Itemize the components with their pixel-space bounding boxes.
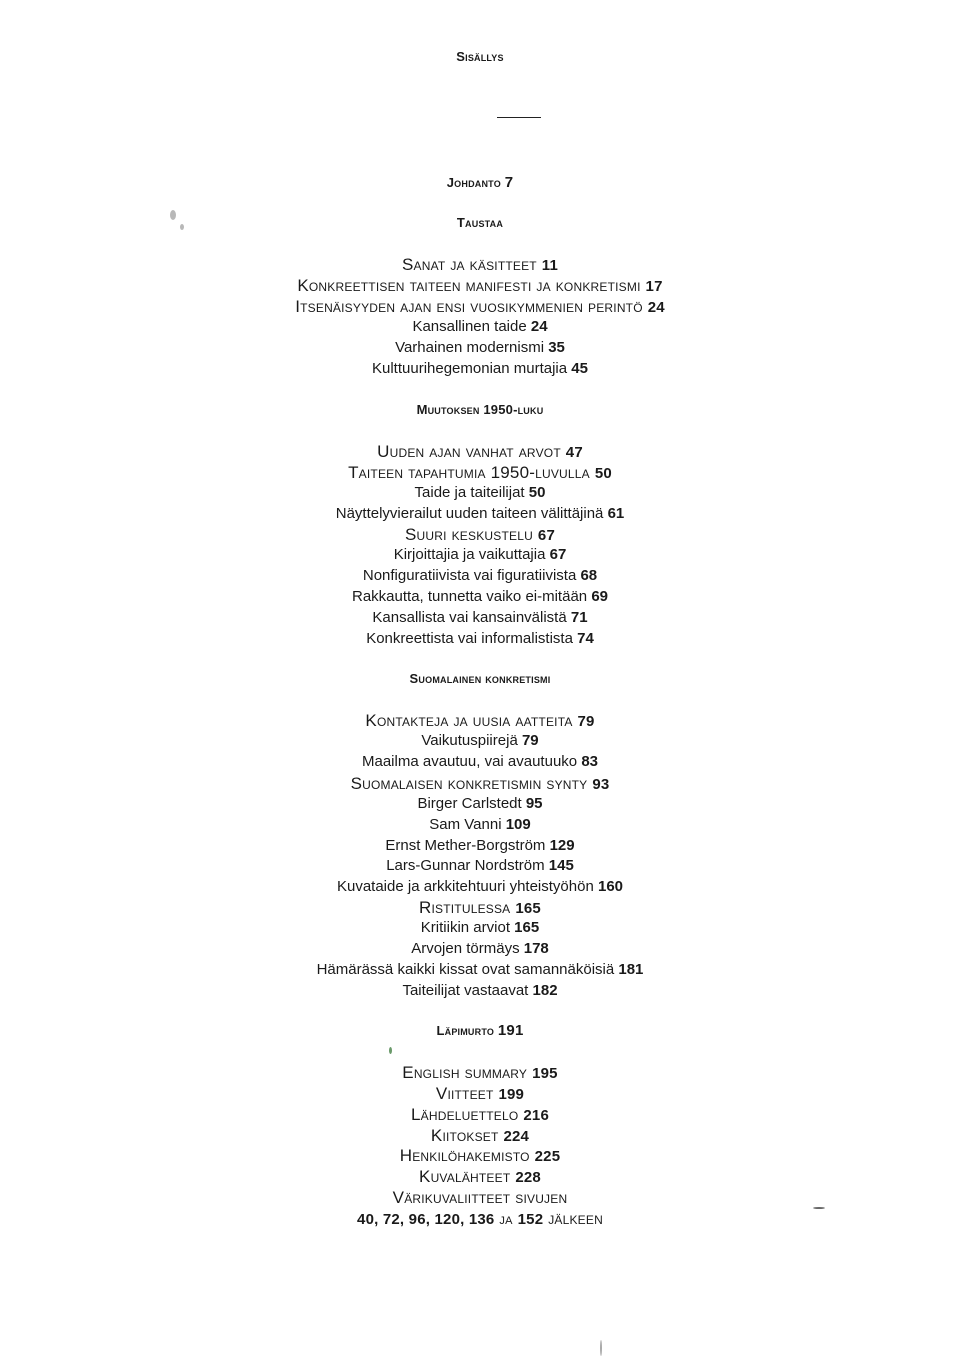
toc-entry (0, 631, 960, 646)
toc-entry (0, 568, 960, 583)
toc-entry-label: Lars-Gunnar Nordström (386, 857, 545, 874)
color-plates-connector: ja (499, 1211, 513, 1228)
toc-entry (0, 775, 960, 792)
toc-entry (0, 983, 960, 998)
toc-entry (0, 920, 960, 935)
toc-entry-page: 68 (580, 567, 598, 584)
toc-entry-label: Kirjoittajia ja vaikuttajia (393, 546, 546, 563)
toc-entry (0, 1064, 960, 1081)
toc-entry (0, 361, 960, 376)
section-johdanto (0, 175, 960, 190)
toc-entry-label: Kiitokset (430, 1126, 499, 1145)
scan-speck (813, 1207, 825, 1209)
toc-entry-page: 50 (594, 465, 612, 482)
scan-speck (389, 1047, 392, 1054)
title-rule (497, 117, 541, 118)
toc-entry (0, 340, 960, 355)
toc-entry-label: Hämärässä kaikki kissat ovat samannäköisiä (316, 961, 615, 978)
toc-entry (0, 796, 960, 811)
color-plates-last-page: 152 (517, 1211, 544, 1228)
section-johdanto-label: Johdanto (446, 175, 501, 190)
toc-entry-label: Vaikutuspiirejä (421, 732, 518, 749)
toc-entry-page: 165 (515, 900, 541, 917)
toc-entry-page: 83 (581, 753, 598, 770)
section-taustaa (0, 216, 960, 229)
toc-entry (0, 277, 960, 294)
toc-entry-page: 50 (528, 484, 546, 501)
toc-entry-label: Arvojen törmäys (411, 940, 520, 957)
toc-entry-page: 165 (514, 919, 540, 936)
toc-entry (0, 712, 960, 729)
toc-entry-page: 67 (537, 527, 555, 544)
toc-entry (0, 319, 960, 334)
toc-entry (0, 526, 960, 543)
toc-entry-page: 24 (647, 299, 665, 316)
section-lapimurto (0, 1023, 960, 1038)
toc-entry-page: 216 (523, 1107, 549, 1124)
toc-entry-label: Näyttelyvierailut uuden taiteen välittäjinä (335, 505, 604, 522)
scan-speck (600, 1340, 602, 1356)
toc-entry-label: Kulttuurihegemonian murtajia (372, 360, 568, 377)
toc-entry (0, 298, 960, 315)
toc-entry-label: Birger Carlstedt (417, 795, 522, 812)
scan-speck (180, 224, 184, 230)
color-plates-heading (0, 1189, 960, 1206)
toc-entry-label: Ernst Mether-Borgström (385, 837, 546, 854)
toc-entry (0, 754, 960, 769)
toc-entry-page: 45 (571, 360, 588, 377)
toc-entry-page: 24 (530, 318, 548, 335)
toc-entry-label: Kontakteja ja uusia aatteita (365, 711, 573, 730)
section-lapimurto-page: 191 (497, 1022, 524, 1039)
color-plates-suffix: jälkeen (548, 1209, 603, 1228)
toc-entry-label: Suomalaisen konkretismin synty (350, 774, 588, 793)
toc-entry-label: Sanat ja käsitteet (401, 255, 537, 274)
toc-entry (0, 817, 960, 832)
toc-entry (0, 962, 960, 977)
section-lapimurto-label: Läpimurto (436, 1023, 495, 1038)
toc-entry (0, 610, 960, 625)
toc-entry (0, 547, 960, 562)
toc-entry-label: Kansallinen taide (412, 318, 527, 335)
toc-entry (0, 838, 960, 853)
toc-entry-page: 74 (577, 630, 594, 647)
section-suomalainen-label: Suomalainen konkretismi (409, 671, 551, 686)
toc-entry-page: 11 (541, 257, 559, 274)
toc-entry-page: 69 (591, 588, 608, 605)
scan-speck (170, 210, 176, 220)
toc-entry-label: Kansallista vai kansainvälistä (372, 609, 567, 626)
toc-entry-label: Viitteet (435, 1084, 494, 1103)
toc-entry-page: 47 (565, 444, 583, 461)
toc-entry (0, 443, 960, 460)
toc-entry-label: Konkreettista vai informalistista (366, 630, 573, 647)
toc-entry-label: Kuvataide ja arkkitehtuuri yhteistyöhön (336, 878, 594, 895)
section-suomalainen (0, 672, 960, 685)
section-johdanto-page: 7 (504, 174, 514, 191)
toc-title (0, 50, 960, 63)
toc-entry (0, 1147, 960, 1164)
toc-entry-page: 93 (592, 776, 610, 793)
toc-entry-page: 67 (549, 546, 567, 563)
toc-entry-page: 109 (505, 816, 531, 833)
toc-entry (0, 464, 960, 481)
toc-entry-page: 181 (618, 961, 644, 978)
toc-entry (0, 899, 960, 916)
toc-entry-page: 195 (532, 1065, 558, 1082)
color-plates-label: Värikuvaliitteet sivujen (392, 1188, 568, 1207)
toc-entry (0, 485, 960, 500)
toc-entry-label: Nonfiguratiivista vai figuratiivista (362, 567, 577, 584)
toc-entry-page: 199 (498, 1086, 525, 1103)
toc-entry-page: 95 (525, 795, 543, 812)
section-muutoksen-label: Muutoksen 1950-luku (416, 402, 544, 417)
toc-entry-label: English summary (402, 1063, 528, 1082)
toc-entry-page: 224 (503, 1128, 530, 1145)
toc-entry-label: Lähdeluettelo (411, 1105, 519, 1124)
toc-entry (0, 1127, 960, 1144)
toc-entry (0, 1168, 960, 1185)
toc-entry-page: 182 (532, 982, 558, 999)
toc-entry-page: 79 (577, 713, 595, 730)
toc-entry-label: Konkreettisen taiteen manifesti ja konkretismi (297, 276, 641, 295)
toc-entry-page: 178 (523, 940, 549, 957)
toc-entry (0, 1085, 960, 1102)
toc-entry-label: Taiteen tapahtumia 1950-luvulla (348, 463, 590, 482)
toc-entry-page: 160 (597, 878, 624, 895)
toc-entry-page: 228 (515, 1169, 541, 1186)
toc-entry (0, 733, 960, 748)
toc-entry (0, 589, 960, 604)
toc-entry-label: Taide ja taiteilijat (414, 484, 525, 501)
toc-entry-label: Kritiikin arviot (420, 919, 510, 936)
toc-entry-label: Varhainen modernismi (395, 339, 545, 356)
toc-entry-page: 71 (570, 609, 588, 626)
toc-entry-label: Kuvalähteet (419, 1167, 511, 1186)
toc-entry-page: 145 (548, 857, 574, 874)
toc-entry-label: Ristitulessa (419, 898, 511, 917)
toc-entry-label: Taiteilijat vastaavat (402, 982, 529, 999)
toc-entry-page: 225 (534, 1148, 561, 1165)
toc-entry (0, 941, 960, 956)
toc-entry-label: Itsenäisyyden ajan ensi vuosikymmenien perintö (295, 297, 643, 316)
color-plates-page-list: 40, 72, 96, 120, 136 (357, 1211, 495, 1228)
section-taustaa-label: Taustaa (456, 215, 504, 230)
toc-entry-label: Uuden ajan vanhat arvot (377, 442, 561, 461)
toc-entry-page: 79 (521, 732, 539, 749)
toc-entry-page: 35 (548, 339, 565, 356)
toc-entry-label: Maailma avautuu, vai avautuuko (362, 753, 578, 770)
toc-entry (0, 506, 960, 521)
toc-entry-page: 17 (645, 278, 663, 295)
toc-title-text: Sisällys (456, 49, 504, 64)
toc-entry-label: Rakkautta, tunnetta vaiko ei-mitään (352, 588, 588, 605)
toc-entry (0, 858, 960, 873)
toc-entry (0, 879, 960, 894)
toc-entry-label: Suuri keskustelu (405, 525, 533, 544)
color-plates-pages (0, 1210, 960, 1227)
toc-entry-label: Sam Vanni (429, 816, 502, 833)
section-muutoksen (0, 403, 960, 416)
toc-entry (0, 256, 960, 273)
toc-entry-label: Henkilöhakemisto (399, 1146, 530, 1165)
toc-entry-page: 129 (549, 837, 575, 854)
toc-entry (0, 1106, 960, 1123)
toc-entry-page: 61 (607, 505, 625, 522)
